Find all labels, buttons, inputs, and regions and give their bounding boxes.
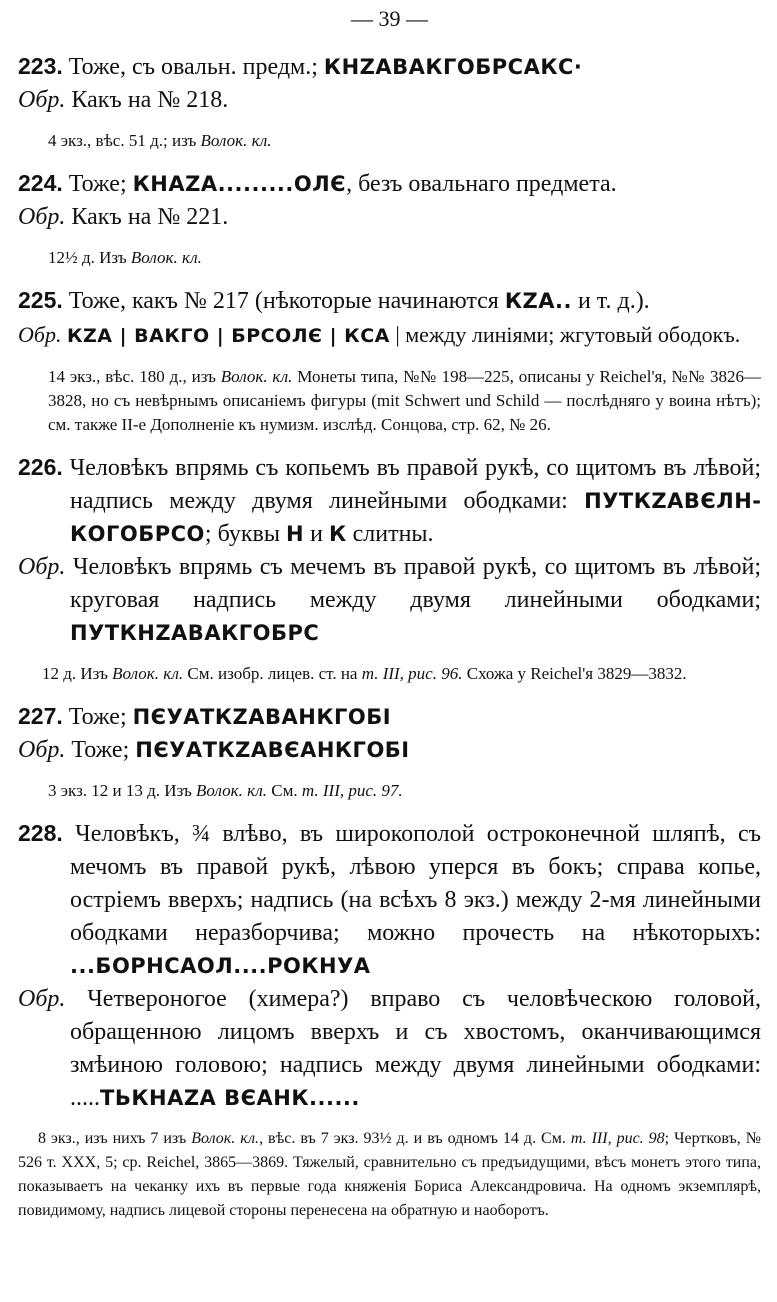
reverse-label: Обр. — [18, 87, 66, 113]
entry-228-reverse — [18, 983, 761, 1115]
note-source: Волок. кл. — [112, 664, 184, 683]
note-source: Волок. кл. — [200, 131, 272, 150]
obverse-text-end: слитны. — [352, 521, 434, 547]
note-text-cont: См. — [271, 781, 298, 800]
entry-227-note — [18, 779, 761, 803]
entry-227 — [18, 700, 761, 803]
reverse-label: Обр. — [18, 986, 66, 1012]
entry-223-reverse — [18, 84, 761, 117]
reverse-text: Какъ на № 218. — [71, 87, 229, 113]
obverse-legend: ПЄУАТКZАВАНКГОБІ — [132, 705, 392, 729]
note-text: 8 экз., изъ нихъ 7 изъ — [38, 1130, 187, 1147]
reverse-label: Обр. — [18, 737, 66, 763]
note-source: Волок. кл. — [130, 248, 202, 267]
entry-number: 225. — [18, 287, 63, 313]
letter-k: К — [328, 522, 347, 546]
note-source: Волок. кл. — [220, 367, 293, 386]
note-source: Волок. кл. — [191, 1130, 260, 1147]
reverse-text: Человѣкъ впрямь съ мечемъ въ правой рукѣ, со щитомъ въ лѣвой; круговая надпись между двумя линейными ободками; — [70, 554, 761, 613]
entry-223-obverse — [18, 50, 761, 84]
obverse-legend: КZА.. — [504, 289, 572, 313]
reverse-text: | между линіями; жгутовый ободокъ. — [395, 322, 741, 347]
entry-224-obverse — [18, 167, 761, 201]
reverse-legend: ПЄУАТКZАВЄАНКГОБІ — [135, 738, 410, 762]
reverse-text: Четвероногое (химера?) вправо съ человѣческою головой, обращенною лицомъ вверхъ и съ хвостомъ, оканчивающимся змѣиною головою; надпись между двумя линейными ободками: ..... — [70, 986, 762, 1111]
entry-227-obverse — [18, 700, 761, 734]
entry-number: 224. — [18, 170, 63, 196]
obverse-legend: ПУТКZАВЄЛНКОГОБРСО — [70, 489, 762, 546]
entry-228-note — [18, 1127, 761, 1223]
note-reference: т. III, рис. 97. — [301, 781, 403, 800]
obverse-text-cont: и т. д.). — [577, 288, 650, 314]
reverse-legend: КZА | ВАКГО | БРСОЛЄ | КСА — [66, 325, 390, 347]
entry-number: 223. — [18, 53, 63, 79]
entry-225 — [18, 284, 761, 437]
obverse-text: Тоже; — [68, 704, 127, 730]
obverse-text-and: и — [310, 521, 323, 547]
note-text: 12 д. Изъ — [42, 664, 108, 683]
note-text-cont: Монеты типа, №№ 198—225, описаны у Reichel'я, №№ 3826—3828, но съ невѣрнымъ описаніемъ фигуры (mit Schwert und Schild — послѣдняго у воина нѣтъ); см. также II-е Дополненіе къ нумизм. изслѣд. Сонцова, стр. 62, № 26. — [48, 367, 761, 434]
letter-n: Н — [286, 522, 305, 546]
entry-225-note — [18, 365, 761, 437]
entry-226-reverse — [18, 551, 761, 650]
obverse-text-cont: ; буквы — [204, 521, 281, 547]
reverse-label: Обр. — [18, 554, 66, 580]
note-text: 3 экз. 12 и 13 д. Изъ — [48, 781, 192, 800]
note-text: 4 экз., вѣс. 51 д.; изъ — [48, 131, 197, 150]
reverse-text: Тоже; — [71, 737, 130, 763]
entry-223-note — [18, 129, 761, 153]
entry-225-reverse — [18, 318, 761, 353]
note-reference: т. III, рис. 96. — [361, 664, 463, 683]
note-text-end: ; Чертковъ, № 526 т. XXX, 5; ср. Reichel, 3865—3869. Тяжелый, сравнительно съ предъидущими, вѣсъ монетъ этого типа, показываетъ на чеканку ихъ въ первые года княженія Бориса Александровича. На одномъ экземплярѣ, повидимому, надпись лицевой стороны перенесена на обратную и наоборотъ. — [18, 1130, 762, 1219]
entry-number: 226. — [18, 454, 63, 480]
obverse-text: Человѣкъ, ¾ влѣво, въ широкополой остроконечной шляпѣ, съ мечомъ въ правой рукѣ, лѣвою уперся въ бокъ; справа копье, остріемъ вверхъ; надпись (на всѣхъ 8 экз.) между 2-мя линейными ободками неразборчива; можно прочесть на нѣкоторыхъ: — [70, 821, 762, 946]
entry-225-obverse — [18, 284, 761, 318]
note-text-end: Схожа у Reichel'я 3829—3832. — [466, 664, 687, 683]
obverse-legend: КНАZА.........ОЛЄ — [132, 172, 347, 196]
reverse-label: Обр. — [18, 322, 62, 347]
entry-228 — [18, 817, 761, 1223]
obverse-legend: КНZАВАКГОБРСАКС· — [323, 55, 583, 79]
page-number: — 39 — — [351, 6, 428, 31]
note-text: 14 экз., вѣс. 180 д., изъ — [48, 367, 216, 386]
entry-224-note — [18, 246, 761, 270]
reverse-legend: ПУТКНZАВАКГОБРС — [70, 621, 320, 645]
entry-227-reverse — [18, 734, 761, 767]
obverse-text-cont: , безъ овальнаго предмета. — [346, 171, 617, 197]
note-reference: т. III, рис. 98 — [570, 1130, 665, 1147]
reverse-label: Обр. — [18, 204, 66, 230]
note-text-cont: , вѣс. въ 7 экз. 93½ д. и въ одномъ 14 д. См. — [259, 1130, 566, 1147]
entry-number: 227. — [18, 703, 63, 729]
obverse-text: Тоже, съ овальн. предм.; — [68, 54, 318, 80]
obverse-text: Тоже; — [68, 171, 127, 197]
entry-224-reverse — [18, 201, 761, 234]
entry-224 — [18, 167, 761, 270]
reverse-legend: ТЬКНАZА ВЄАНК...... — [100, 1086, 360, 1110]
obverse-text: Человѣкъ впрямь съ копьемъ въ правой рукѣ, со щитомъ въ лѣвой; надпись между двумя линейными ободками: — [69, 455, 762, 514]
note-source: Волок. кл. — [196, 781, 268, 800]
entry-226 — [18, 451, 761, 686]
entry-226-obverse — [18, 451, 761, 551]
obverse-legend: ...БОРНСАОЛ....РОКНУА — [70, 954, 371, 978]
entry-226-note — [18, 662, 761, 686]
note-text-cont: См. изобр. лицев. ст. на — [187, 664, 358, 683]
entry-228-obverse — [18, 817, 761, 983]
reverse-text: Какъ на № 221. — [71, 204, 229, 230]
entry-223 — [18, 50, 761, 153]
obverse-text: Тоже, какъ № 217 (нѣкоторые начинаются — [68, 288, 499, 314]
note-text: 12½ д. Изъ — [48, 248, 127, 267]
entry-number: 228. — [18, 820, 63, 846]
